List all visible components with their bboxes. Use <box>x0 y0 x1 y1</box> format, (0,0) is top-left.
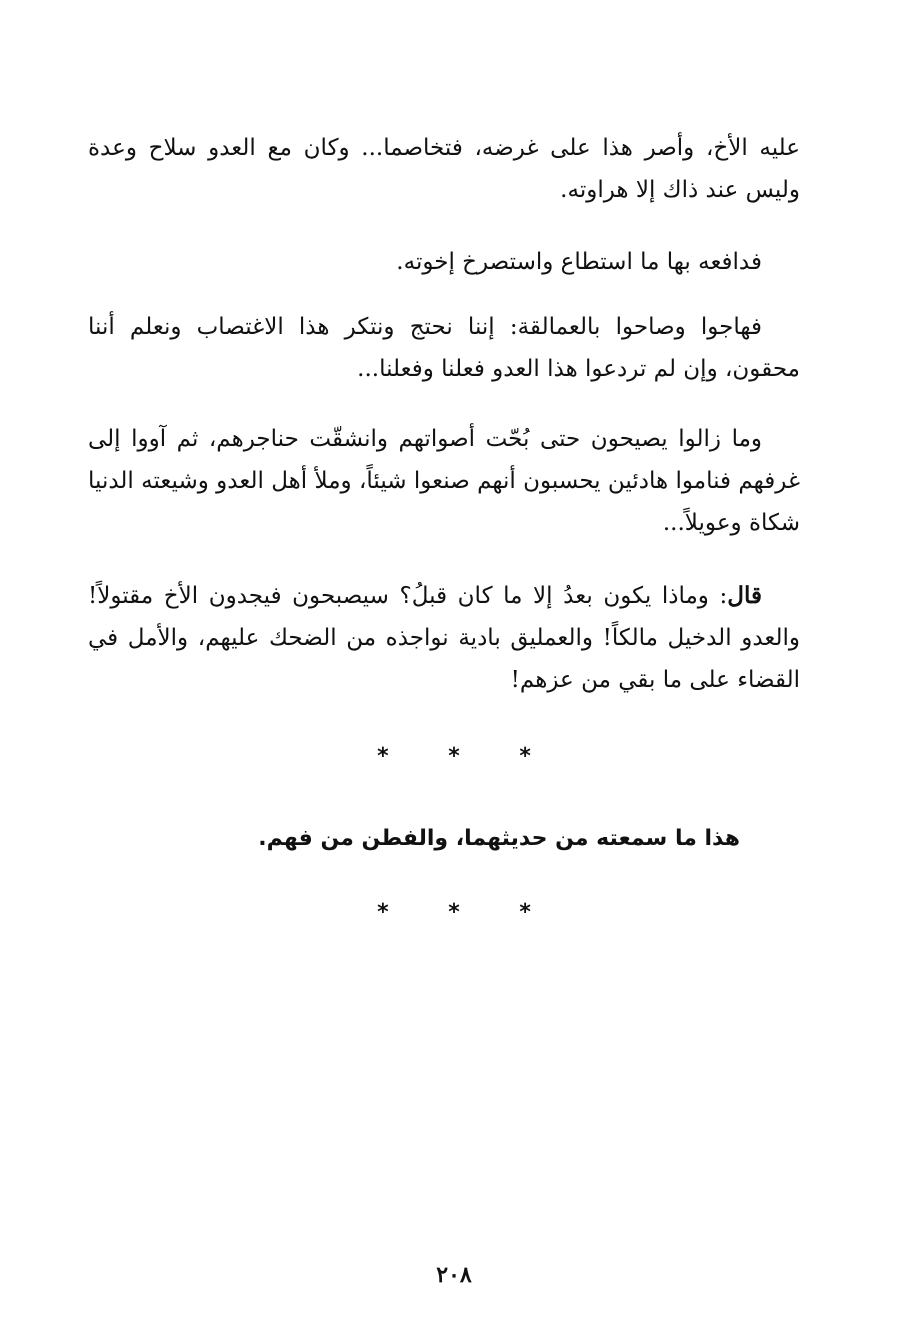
paragraph-3-text: فهاجوا وصاحوا بالعمالقة: إننا نحتج ونتكر هذا الاغتصاب ونعلم أننا محقون، وإن لم تردعوا هذا العدو فعلنا وفعلنا... <box>88 314 800 382</box>
speaker-label: قال <box>727 582 762 609</box>
paragraph-4-text: وما زالوا يصيحون حتى بُحّت أصواتهم وانشقّت حناجرهم، ثم آووا إلى غرفهم فناموا هادئين يحسبون أنهم صنعوا شيئاً، وملأ أهل العدو وشيعته الدنيا شكاة وعويلاً... <box>88 426 800 536</box>
paragraph-4 <box>88 418 800 544</box>
paragraph-2 <box>88 241 800 283</box>
paragraph-5-text <box>88 575 800 701</box>
paragraph-3 <box>88 306 800 390</box>
paragraph-2-text: فدافعه بها ما استطاع واستصرخ إخوته. <box>396 249 762 275</box>
paragraph-1 <box>88 127 800 211</box>
paragraph-5 <box>88 575 800 701</box>
page-number: ٢٠٨ <box>436 1262 472 1288</box>
section-separator-top: * * * <box>377 744 557 769</box>
paragraph-5-body: : وماذا يكون بعدُ إلا ما كان قبلُ؟ سيصبحون فيجدون الأخ مقتولاً! والعدو الدخيل مالكاً! والعمليق بادية نواجذه من الضحك عليهم، والأمل في القضاء على ما بقي من عزهم! <box>88 583 800 693</box>
closing-line: هذا ما سمعته من حديثهما، والفطن من فهم. <box>258 826 740 851</box>
section-separator-bottom: * * * <box>377 900 557 925</box>
paragraph-1-text: عليه الأخ، وأصر هذا على غرضه، فتخاصما... وكان مع العدو سلاح وعدة وليس عند ذاك إلا هراوته. <box>88 135 800 203</box>
